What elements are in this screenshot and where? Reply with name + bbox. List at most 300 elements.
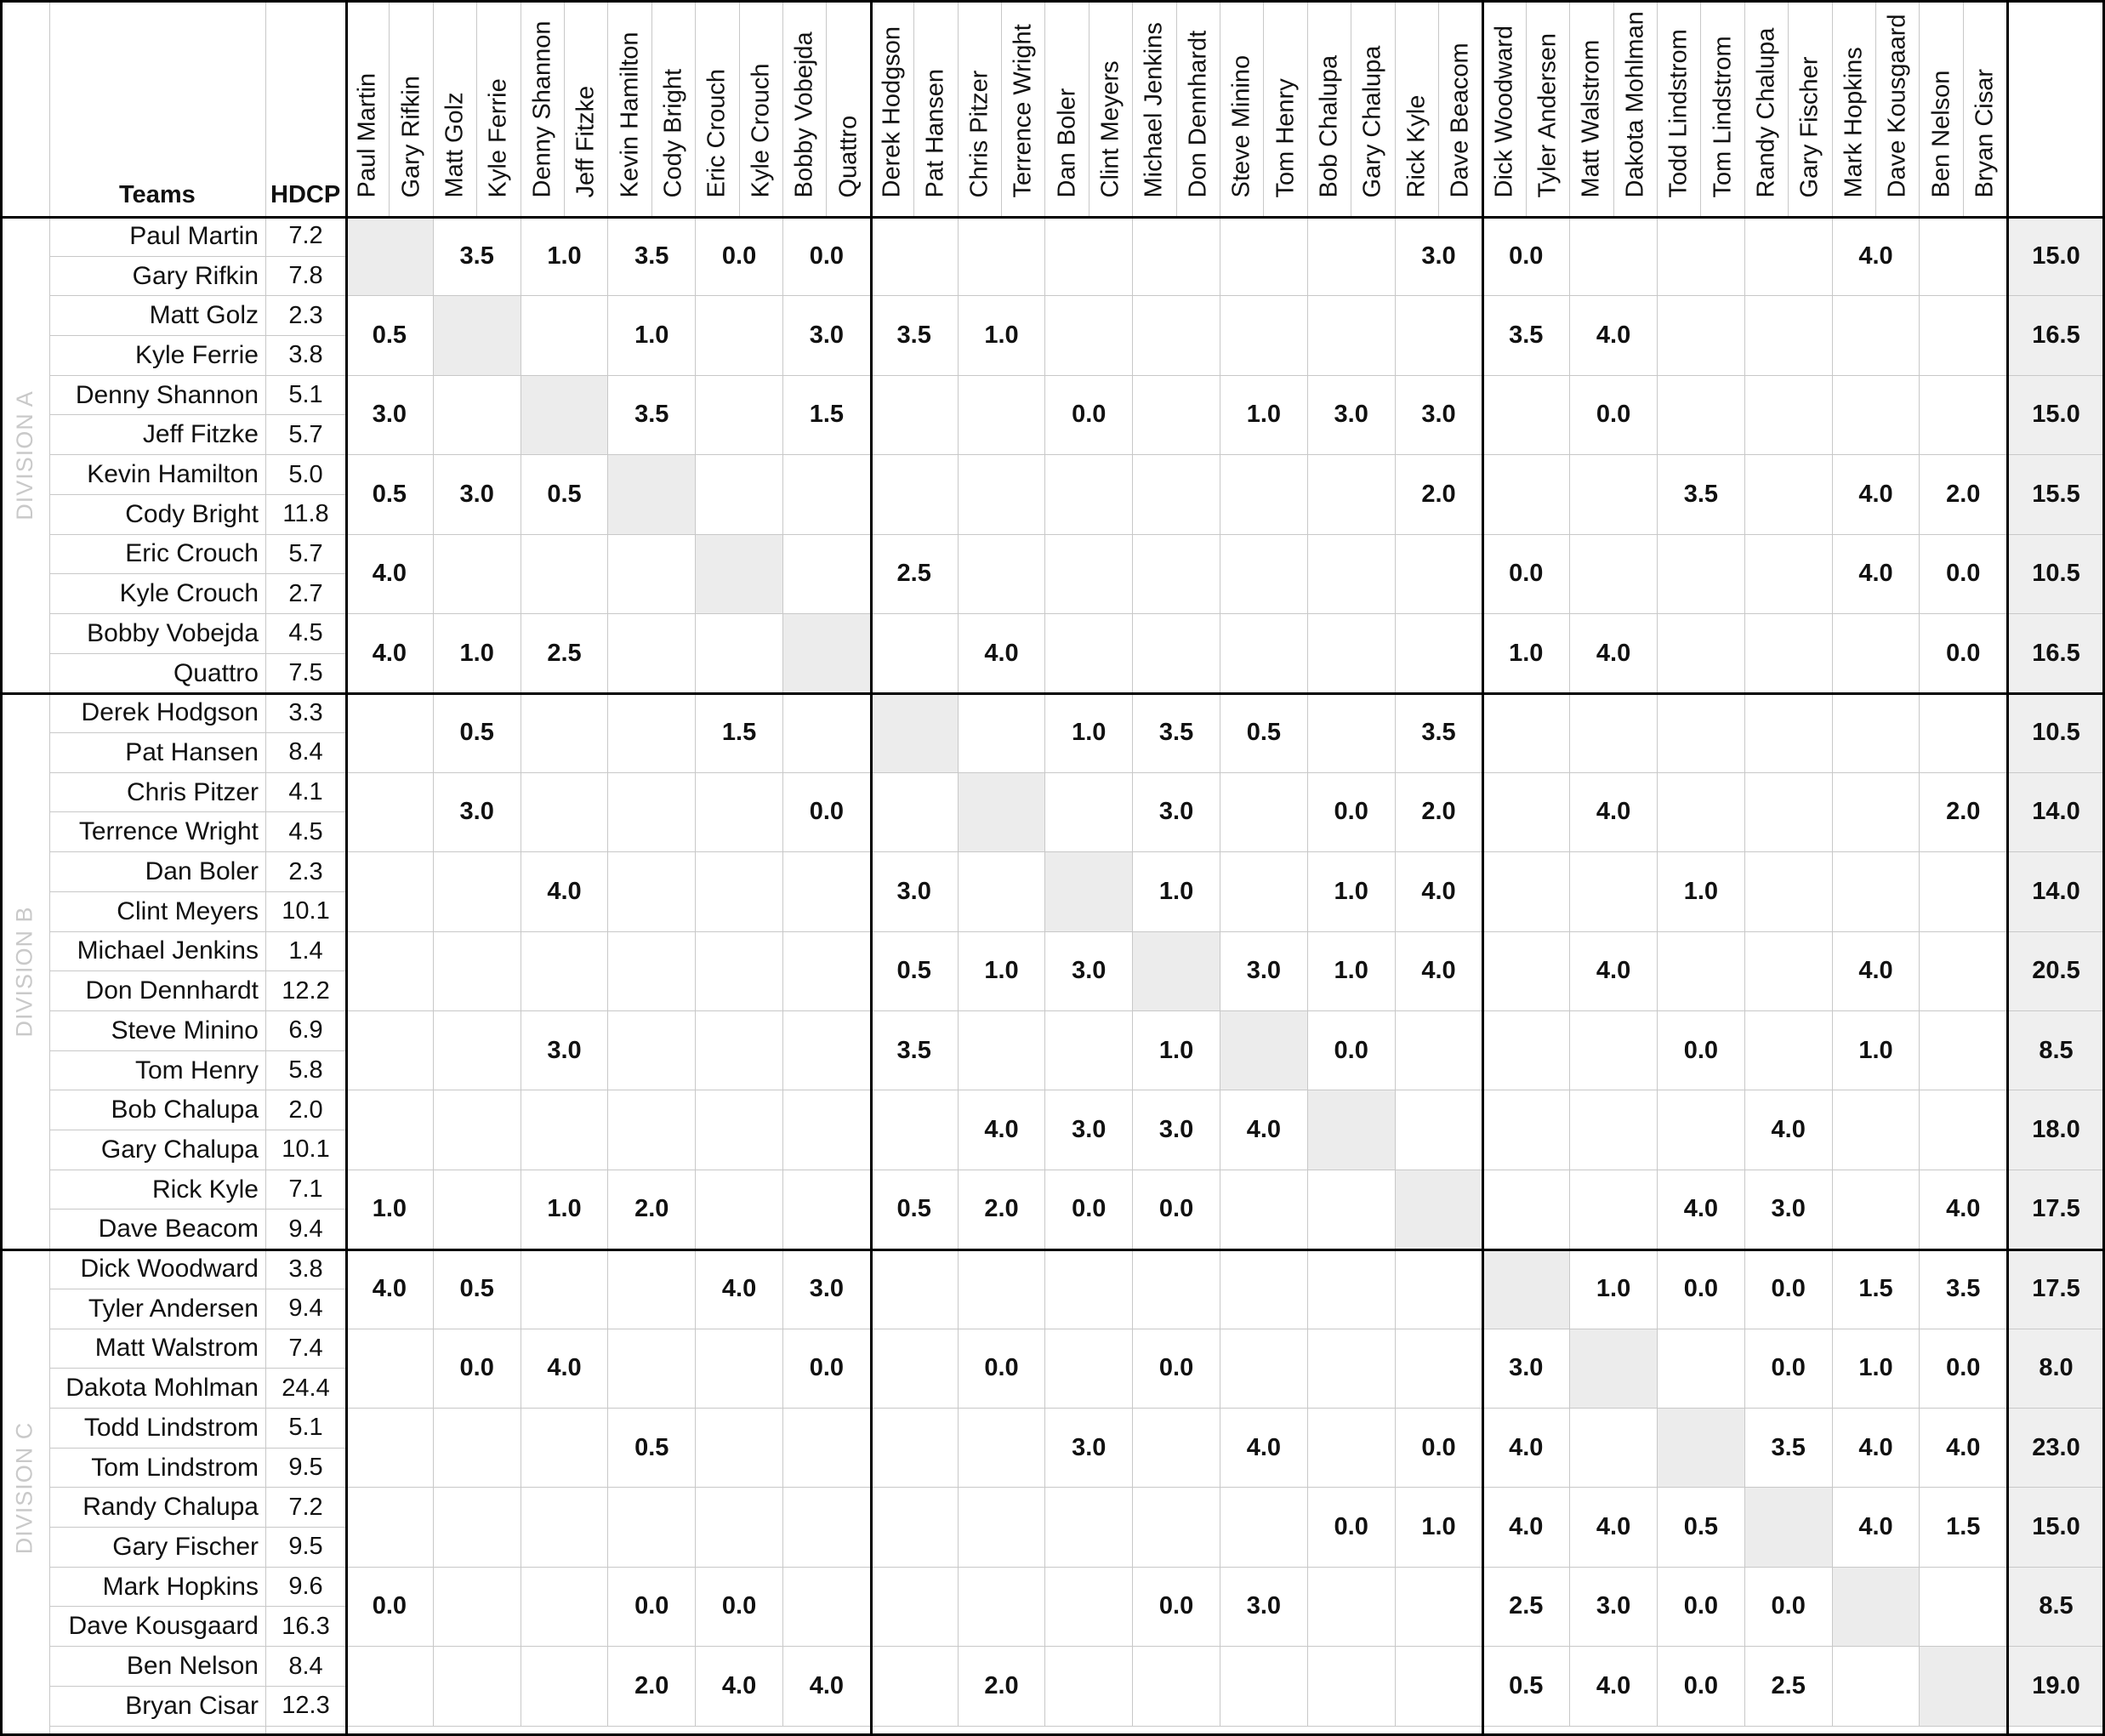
team-total: 20.5 bbox=[2007, 932, 2105, 1011]
score-cell bbox=[1220, 614, 1308, 693]
score-cell bbox=[346, 1647, 434, 1726]
score-cell: 0.0 bbox=[783, 217, 871, 296]
score-cell: 3.0 bbox=[1308, 376, 1396, 455]
score-cell bbox=[696, 455, 783, 534]
score-cell bbox=[1045, 535, 1133, 614]
border-line bbox=[1482, 0, 1484, 1736]
score-cell: 1.0 bbox=[1833, 1329, 1920, 1409]
score-cell bbox=[696, 1170, 783, 1249]
column-header-label: Quattro bbox=[834, 115, 862, 198]
column-header-label: Pat Hansen bbox=[921, 68, 949, 198]
score-cell: 1.5 bbox=[696, 693, 783, 772]
player-hdcp: 8.4 bbox=[265, 733, 346, 773]
player-name: Todd Lindstrom bbox=[49, 1409, 265, 1449]
player-hdcp: 7.2 bbox=[265, 217, 346, 257]
division-label-text: DIVISION C bbox=[11, 1421, 37, 1555]
score-cell: 4.0 bbox=[521, 1329, 609, 1409]
score-cell: 3.0 bbox=[1133, 1090, 1220, 1170]
score-cell bbox=[1833, 773, 1920, 852]
player-name: Derek Hodgson bbox=[49, 693, 265, 733]
score-cell bbox=[1920, 296, 2007, 375]
score-cell bbox=[871, 376, 959, 455]
score-cell: 1.5 bbox=[1920, 1488, 2007, 1567]
column-header-label: Paul Martin bbox=[353, 72, 381, 198]
score-cell bbox=[1220, 217, 1308, 296]
self-match-cell bbox=[346, 217, 434, 296]
score-cell bbox=[608, 773, 696, 852]
player-hdcp: 11.8 bbox=[265, 495, 346, 535]
score-cell bbox=[1396, 535, 1483, 614]
score-cell bbox=[1658, 296, 1745, 375]
score-cell bbox=[871, 1090, 959, 1170]
score-cell bbox=[871, 1409, 959, 1488]
column-header bbox=[783, 0, 827, 217]
player-name: Dakota Mohlman bbox=[49, 1369, 265, 1409]
score-cell: 0.0 bbox=[1308, 773, 1396, 852]
team-total: 18.0 bbox=[2007, 1090, 2105, 1170]
score-cell: 0.5 bbox=[346, 296, 434, 375]
player-name: Kevin Hamilton bbox=[49, 455, 265, 495]
score-cell bbox=[434, 852, 521, 931]
score-cell: 4.0 bbox=[1833, 1409, 1920, 1488]
player-hdcp: 2.7 bbox=[265, 574, 346, 614]
division-label bbox=[0, 217, 49, 693]
column-header bbox=[652, 0, 696, 217]
score-cell: 3.0 bbox=[1396, 217, 1483, 296]
score-cell: 4.0 bbox=[1570, 1647, 1658, 1726]
column-header bbox=[1439, 0, 1482, 217]
self-match-cell bbox=[1745, 1488, 1833, 1567]
score-cell bbox=[1920, 1090, 2007, 1170]
column-header bbox=[1876, 0, 1920, 217]
column-header-label: Rick Kyle bbox=[1402, 94, 1431, 198]
player-name: Randy Chalupa bbox=[49, 1488, 265, 1528]
score-cell: 1.0 bbox=[521, 217, 609, 296]
score-cell bbox=[1396, 1329, 1483, 1409]
score-cell: 1.0 bbox=[1658, 852, 1745, 931]
column-header bbox=[1045, 0, 1089, 217]
player-name: Bobby Vobejda bbox=[49, 614, 265, 654]
column-header bbox=[1920, 0, 1963, 217]
column-header-label: Tom Lindstrom bbox=[1709, 36, 1737, 198]
player-hdcp: 1.4 bbox=[265, 932, 346, 972]
score-cell: 4.0 bbox=[1220, 1409, 1308, 1488]
score-cell bbox=[1482, 376, 1570, 455]
team-total: 17.5 bbox=[2007, 1249, 2105, 1329]
score-cell bbox=[1308, 296, 1396, 375]
score-cell bbox=[1920, 932, 2007, 1011]
team-total: 17.5 bbox=[2007, 1170, 2105, 1249]
score-cell bbox=[1920, 1011, 2007, 1090]
score-cell bbox=[1308, 1249, 1396, 1329]
score-cell: 4.0 bbox=[1658, 1170, 1745, 1249]
score-cell: 0.5 bbox=[871, 1170, 959, 1249]
score-cell: 3.0 bbox=[1396, 376, 1483, 455]
score-cell: 3.0 bbox=[1045, 1090, 1133, 1170]
score-cell: 1.0 bbox=[1396, 1488, 1483, 1567]
score-cell: 2.5 bbox=[521, 614, 609, 693]
score-cell: 2.0 bbox=[1396, 455, 1483, 534]
score-cell: 0.0 bbox=[696, 1568, 783, 1647]
player-hdcp: 2.0 bbox=[265, 1090, 346, 1130]
score-cell bbox=[434, 1488, 521, 1567]
self-match-cell bbox=[608, 455, 696, 534]
player-hdcp: 7.8 bbox=[265, 257, 346, 297]
division-label-text: DIVISION A bbox=[11, 390, 37, 521]
column-header bbox=[871, 0, 914, 217]
score-cell bbox=[871, 455, 959, 534]
score-cell bbox=[1220, 455, 1308, 534]
column-header-label: Randy Chalupa bbox=[1752, 27, 1780, 198]
player-hdcp: 9.5 bbox=[265, 1449, 346, 1488]
score-cell: 4.0 bbox=[521, 852, 609, 931]
score-cell: 0.0 bbox=[959, 1329, 1046, 1409]
score-cell bbox=[783, 455, 871, 534]
score-cell bbox=[1220, 852, 1308, 931]
score-cell bbox=[1745, 852, 1833, 931]
score-cell: 3.5 bbox=[608, 217, 696, 296]
score-cell: 0.0 bbox=[1133, 1568, 1220, 1647]
score-cell bbox=[1570, 217, 1658, 296]
score-cell bbox=[1745, 693, 1833, 772]
score-cell: 0.0 bbox=[1745, 1249, 1833, 1329]
score-cell: 1.5 bbox=[783, 376, 871, 455]
score-cell bbox=[1658, 932, 1745, 1011]
score-cell: 2.0 bbox=[959, 1647, 1046, 1726]
player-hdcp: 7.5 bbox=[265, 654, 346, 694]
score-cell: 4.0 bbox=[1745, 1090, 1833, 1170]
score-cell: 3.0 bbox=[521, 1011, 609, 1090]
team-total: 14.0 bbox=[2007, 852, 2105, 931]
self-match-cell bbox=[1482, 1249, 1570, 1329]
team-total: 19.0 bbox=[2007, 1647, 2105, 1726]
player-name: Matt Golz bbox=[49, 296, 265, 336]
team-total: 8.0 bbox=[2007, 1329, 2105, 1409]
player-hdcp: 8.4 bbox=[265, 1647, 346, 1687]
column-header-label: Gary Chalupa bbox=[1358, 45, 1386, 198]
score-cell: 0.0 bbox=[1920, 614, 2007, 693]
column-header-label: Dan Boler bbox=[1053, 88, 1081, 198]
score-cell: 4.0 bbox=[1833, 217, 1920, 296]
score-cell: 3.0 bbox=[1570, 1568, 1658, 1647]
score-cell: 3.5 bbox=[871, 296, 959, 375]
score-cell: 3.0 bbox=[783, 1249, 871, 1329]
team-total: 8.5 bbox=[2007, 1011, 2105, 1090]
hdcp-header: HDCP bbox=[270, 181, 341, 208]
player-hdcp: 4.5 bbox=[265, 813, 346, 853]
score-cell: 2.0 bbox=[1920, 773, 2007, 852]
score-cell bbox=[1045, 296, 1133, 375]
score-cell: 0.0 bbox=[1658, 1249, 1745, 1329]
score-cell bbox=[1133, 455, 1220, 534]
column-header bbox=[1570, 0, 1613, 217]
score-cell: 0.0 bbox=[783, 1329, 871, 1409]
score-cell bbox=[1920, 852, 2007, 931]
score-cell bbox=[1308, 535, 1396, 614]
column-header bbox=[565, 0, 608, 217]
player-name: Don Dennhardt bbox=[49, 971, 265, 1011]
score-cell bbox=[1133, 1409, 1220, 1488]
score-cell bbox=[434, 1409, 521, 1488]
column-header-label: Kevin Hamilton bbox=[616, 31, 644, 198]
column-header-label: Denny Shannon bbox=[528, 20, 556, 198]
column-header bbox=[1396, 0, 1439, 217]
score-cell bbox=[1658, 773, 1745, 852]
team-total: 8.5 bbox=[2007, 1568, 2105, 1647]
score-cell: 4.0 bbox=[1570, 296, 1658, 375]
player-hdcp: 7.4 bbox=[265, 1329, 346, 1369]
score-cell: 1.0 bbox=[434, 614, 521, 693]
player-name: Michael Jenkins bbox=[49, 932, 265, 972]
score-cell bbox=[1045, 1329, 1133, 1409]
score-cell: 2.0 bbox=[1396, 773, 1483, 852]
player-hdcp: 6.9 bbox=[265, 1011, 346, 1051]
score-cell: 0.5 bbox=[1220, 693, 1308, 772]
score-cell bbox=[783, 1568, 871, 1647]
score-cell bbox=[1745, 773, 1833, 852]
player-hdcp: 9.6 bbox=[265, 1568, 346, 1608]
self-match-cell bbox=[1833, 1568, 1920, 1647]
column-header-label: Jeff Fitzke bbox=[572, 85, 600, 198]
score-cell bbox=[521, 773, 609, 852]
score-cell bbox=[783, 1409, 871, 1488]
player-name: Dick Woodward bbox=[49, 1249, 265, 1289]
score-cell bbox=[521, 693, 609, 772]
player-name: Terrence Wright bbox=[49, 813, 265, 853]
score-cell: 0.5 bbox=[434, 693, 521, 772]
score-cell: 0.0 bbox=[1658, 1011, 1745, 1090]
player-name: Rick Kyle bbox=[49, 1170, 265, 1210]
player-name: Denny Shannon bbox=[49, 376, 265, 416]
column-header bbox=[477, 0, 521, 217]
score-cell bbox=[1658, 1090, 1745, 1170]
score-cell bbox=[1220, 1488, 1308, 1567]
score-cell bbox=[1658, 614, 1745, 693]
player-name: Pat Hansen bbox=[49, 733, 265, 773]
score-cell: 0.0 bbox=[1745, 1568, 1833, 1647]
score-cell bbox=[871, 1568, 959, 1647]
score-cell bbox=[959, 535, 1046, 614]
player-name: Mark Hopkins bbox=[49, 1568, 265, 1608]
score-cell bbox=[1570, 693, 1658, 772]
column-header bbox=[1701, 0, 1744, 217]
score-cell: 1.0 bbox=[521, 1170, 609, 1249]
column-header-label: Tom Henry bbox=[1272, 78, 1300, 198]
self-match-cell bbox=[783, 614, 871, 693]
score-cell: 4.0 bbox=[1482, 1488, 1570, 1567]
score-cell: 0.0 bbox=[1045, 1170, 1133, 1249]
score-cell bbox=[608, 852, 696, 931]
border-line bbox=[870, 0, 873, 1736]
border-line bbox=[345, 0, 348, 1736]
score-cell bbox=[1658, 1329, 1745, 1409]
player-name: Gary Chalupa bbox=[49, 1130, 265, 1170]
player-hdcp: 10.1 bbox=[265, 892, 346, 932]
column-header bbox=[1089, 0, 1133, 217]
score-cell: 0.5 bbox=[346, 455, 434, 534]
score-cell bbox=[1396, 1090, 1483, 1170]
score-cell: 4.0 bbox=[1833, 535, 1920, 614]
score-cell bbox=[1133, 217, 1220, 296]
score-cell: 2.0 bbox=[959, 1170, 1046, 1249]
score-cell bbox=[434, 1170, 521, 1249]
column-header-label: Eric Crouch bbox=[703, 69, 731, 198]
score-cell bbox=[521, 1568, 609, 1647]
score-cell: 0.0 bbox=[696, 217, 783, 296]
score-cell: 4.0 bbox=[1833, 1488, 1920, 1567]
player-name: Dave Kousgaard bbox=[49, 1608, 265, 1648]
score-cell bbox=[1396, 1647, 1483, 1726]
self-match-cell bbox=[1570, 1329, 1658, 1409]
score-cell: 2.5 bbox=[871, 535, 959, 614]
score-cell bbox=[1482, 773, 1570, 852]
score-cell: 3.0 bbox=[346, 376, 434, 455]
team-total: 16.5 bbox=[2007, 614, 2105, 693]
score-cell bbox=[1833, 376, 1920, 455]
score-cell: 1.0 bbox=[1220, 376, 1308, 455]
column-header bbox=[914, 0, 958, 217]
score-cell bbox=[696, 852, 783, 931]
score-cell bbox=[1396, 296, 1483, 375]
score-cell bbox=[1220, 1329, 1308, 1409]
score-cell: 3.0 bbox=[1220, 1568, 1308, 1647]
player-hdcp: 4.5 bbox=[265, 614, 346, 654]
score-cell bbox=[696, 296, 783, 375]
team-total: 15.5 bbox=[2007, 455, 2105, 534]
player-hdcp: 12.3 bbox=[265, 1687, 346, 1727]
score-cell bbox=[1745, 535, 1833, 614]
score-cell: 1.5 bbox=[1833, 1249, 1920, 1329]
score-cell bbox=[1308, 1647, 1396, 1726]
player-name: Bob Chalupa bbox=[49, 1090, 265, 1130]
score-cell bbox=[1482, 455, 1570, 534]
score-cell: 0.0 bbox=[1045, 376, 1133, 455]
score-cell bbox=[1482, 852, 1570, 931]
score-cell: 0.0 bbox=[1308, 1011, 1396, 1090]
player-hdcp: 3.3 bbox=[265, 693, 346, 733]
score-cell bbox=[1308, 455, 1396, 534]
border-line bbox=[2006, 0, 2009, 1736]
player-hdcp: 4.1 bbox=[265, 773, 346, 813]
score-cell bbox=[696, 1488, 783, 1567]
player-hdcp: 5.1 bbox=[265, 1409, 346, 1449]
score-cell: 0.5 bbox=[608, 1409, 696, 1488]
border-line bbox=[0, 216, 2105, 219]
score-cell: 3.0 bbox=[1045, 932, 1133, 1011]
score-cell bbox=[1570, 535, 1658, 614]
team-total: 23.0 bbox=[2007, 1409, 2105, 1488]
player-name: Quattro bbox=[49, 654, 265, 694]
column-header-label: Gary Fischer bbox=[1795, 56, 1823, 198]
score-cell bbox=[1133, 296, 1220, 375]
score-cell bbox=[1133, 1488, 1220, 1567]
score-cell bbox=[1220, 535, 1308, 614]
score-cell bbox=[608, 693, 696, 772]
score-cell bbox=[434, 1568, 521, 1647]
score-cell bbox=[521, 1488, 609, 1567]
division-label bbox=[0, 693, 49, 1249]
self-match-cell bbox=[1396, 1170, 1483, 1249]
player-hdcp: 3.8 bbox=[265, 336, 346, 376]
score-cell bbox=[346, 693, 434, 772]
score-cell bbox=[1658, 535, 1745, 614]
score-cell: 0.0 bbox=[1482, 535, 1570, 614]
score-cell: 0.5 bbox=[521, 455, 609, 534]
score-cell bbox=[521, 1090, 609, 1170]
score-cell: 2.5 bbox=[1482, 1568, 1570, 1647]
score-cell: 0.0 bbox=[1658, 1568, 1745, 1647]
division-label-text: DIVISION B bbox=[11, 906, 37, 1038]
column-header-label: Mark Hopkins bbox=[1840, 47, 1868, 198]
score-cell bbox=[1220, 773, 1308, 852]
score-cell bbox=[959, 1568, 1046, 1647]
score-cell: 4.0 bbox=[1920, 1170, 2007, 1249]
score-cell bbox=[1133, 535, 1220, 614]
column-header bbox=[1789, 0, 1832, 217]
score-cell bbox=[608, 1249, 696, 1329]
player-hdcp: 7.1 bbox=[265, 1170, 346, 1210]
score-cell bbox=[1220, 1647, 1308, 1726]
score-cell bbox=[1658, 376, 1745, 455]
player-name: Bryan Cisar bbox=[49, 1687, 265, 1727]
column-header-label: Tyler Andersen bbox=[1533, 33, 1562, 198]
division-label bbox=[0, 1249, 49, 1726]
column-header-label: Cody Bright bbox=[659, 68, 687, 198]
column-header bbox=[1308, 0, 1351, 217]
score-cell bbox=[1920, 217, 2007, 296]
column-header bbox=[1964, 0, 2007, 217]
score-cell: 3.5 bbox=[1658, 455, 1745, 534]
score-cell bbox=[1220, 1170, 1308, 1249]
score-cell bbox=[346, 932, 434, 1011]
score-cell: 1.0 bbox=[1133, 1011, 1220, 1090]
score-cell bbox=[1045, 217, 1133, 296]
self-match-cell bbox=[1045, 852, 1133, 931]
score-cell bbox=[871, 614, 959, 693]
score-cell bbox=[871, 217, 959, 296]
score-cell: 0.0 bbox=[1133, 1170, 1220, 1249]
self-match-cell bbox=[1308, 1090, 1396, 1170]
score-cell bbox=[783, 693, 871, 772]
score-cell bbox=[1570, 455, 1658, 534]
player-hdcp: 3.8 bbox=[265, 1249, 346, 1289]
score-cell: 1.0 bbox=[1308, 852, 1396, 931]
player-hdcp: 2.3 bbox=[265, 852, 346, 892]
score-cell bbox=[434, 1011, 521, 1090]
border-line bbox=[0, 0, 2105, 3]
score-cell: 3.5 bbox=[434, 217, 521, 296]
score-cell bbox=[1658, 693, 1745, 772]
score-cell bbox=[1570, 1409, 1658, 1488]
score-cell bbox=[1745, 296, 1833, 375]
player-name: Tom Henry bbox=[49, 1051, 265, 1091]
score-cell bbox=[959, 1249, 1046, 1329]
column-header-label: Ben Nelson bbox=[1927, 70, 1955, 198]
score-cell bbox=[959, 376, 1046, 455]
score-cell bbox=[1833, 693, 1920, 772]
player-hdcp: 9.4 bbox=[265, 1289, 346, 1329]
score-cell: 3.5 bbox=[1482, 296, 1570, 375]
score-cell bbox=[434, 1647, 521, 1726]
column-header-label: Dave Kousgaard bbox=[1883, 14, 1911, 198]
score-cell bbox=[608, 614, 696, 693]
score-cell: 0.5 bbox=[1482, 1647, 1570, 1726]
score-cell: 3.0 bbox=[434, 773, 521, 852]
column-header-label: Todd Lindstrom bbox=[1664, 29, 1693, 198]
column-header bbox=[390, 0, 433, 217]
score-cell bbox=[1833, 852, 1920, 931]
player-name: Matt Walstrom bbox=[49, 1329, 265, 1369]
